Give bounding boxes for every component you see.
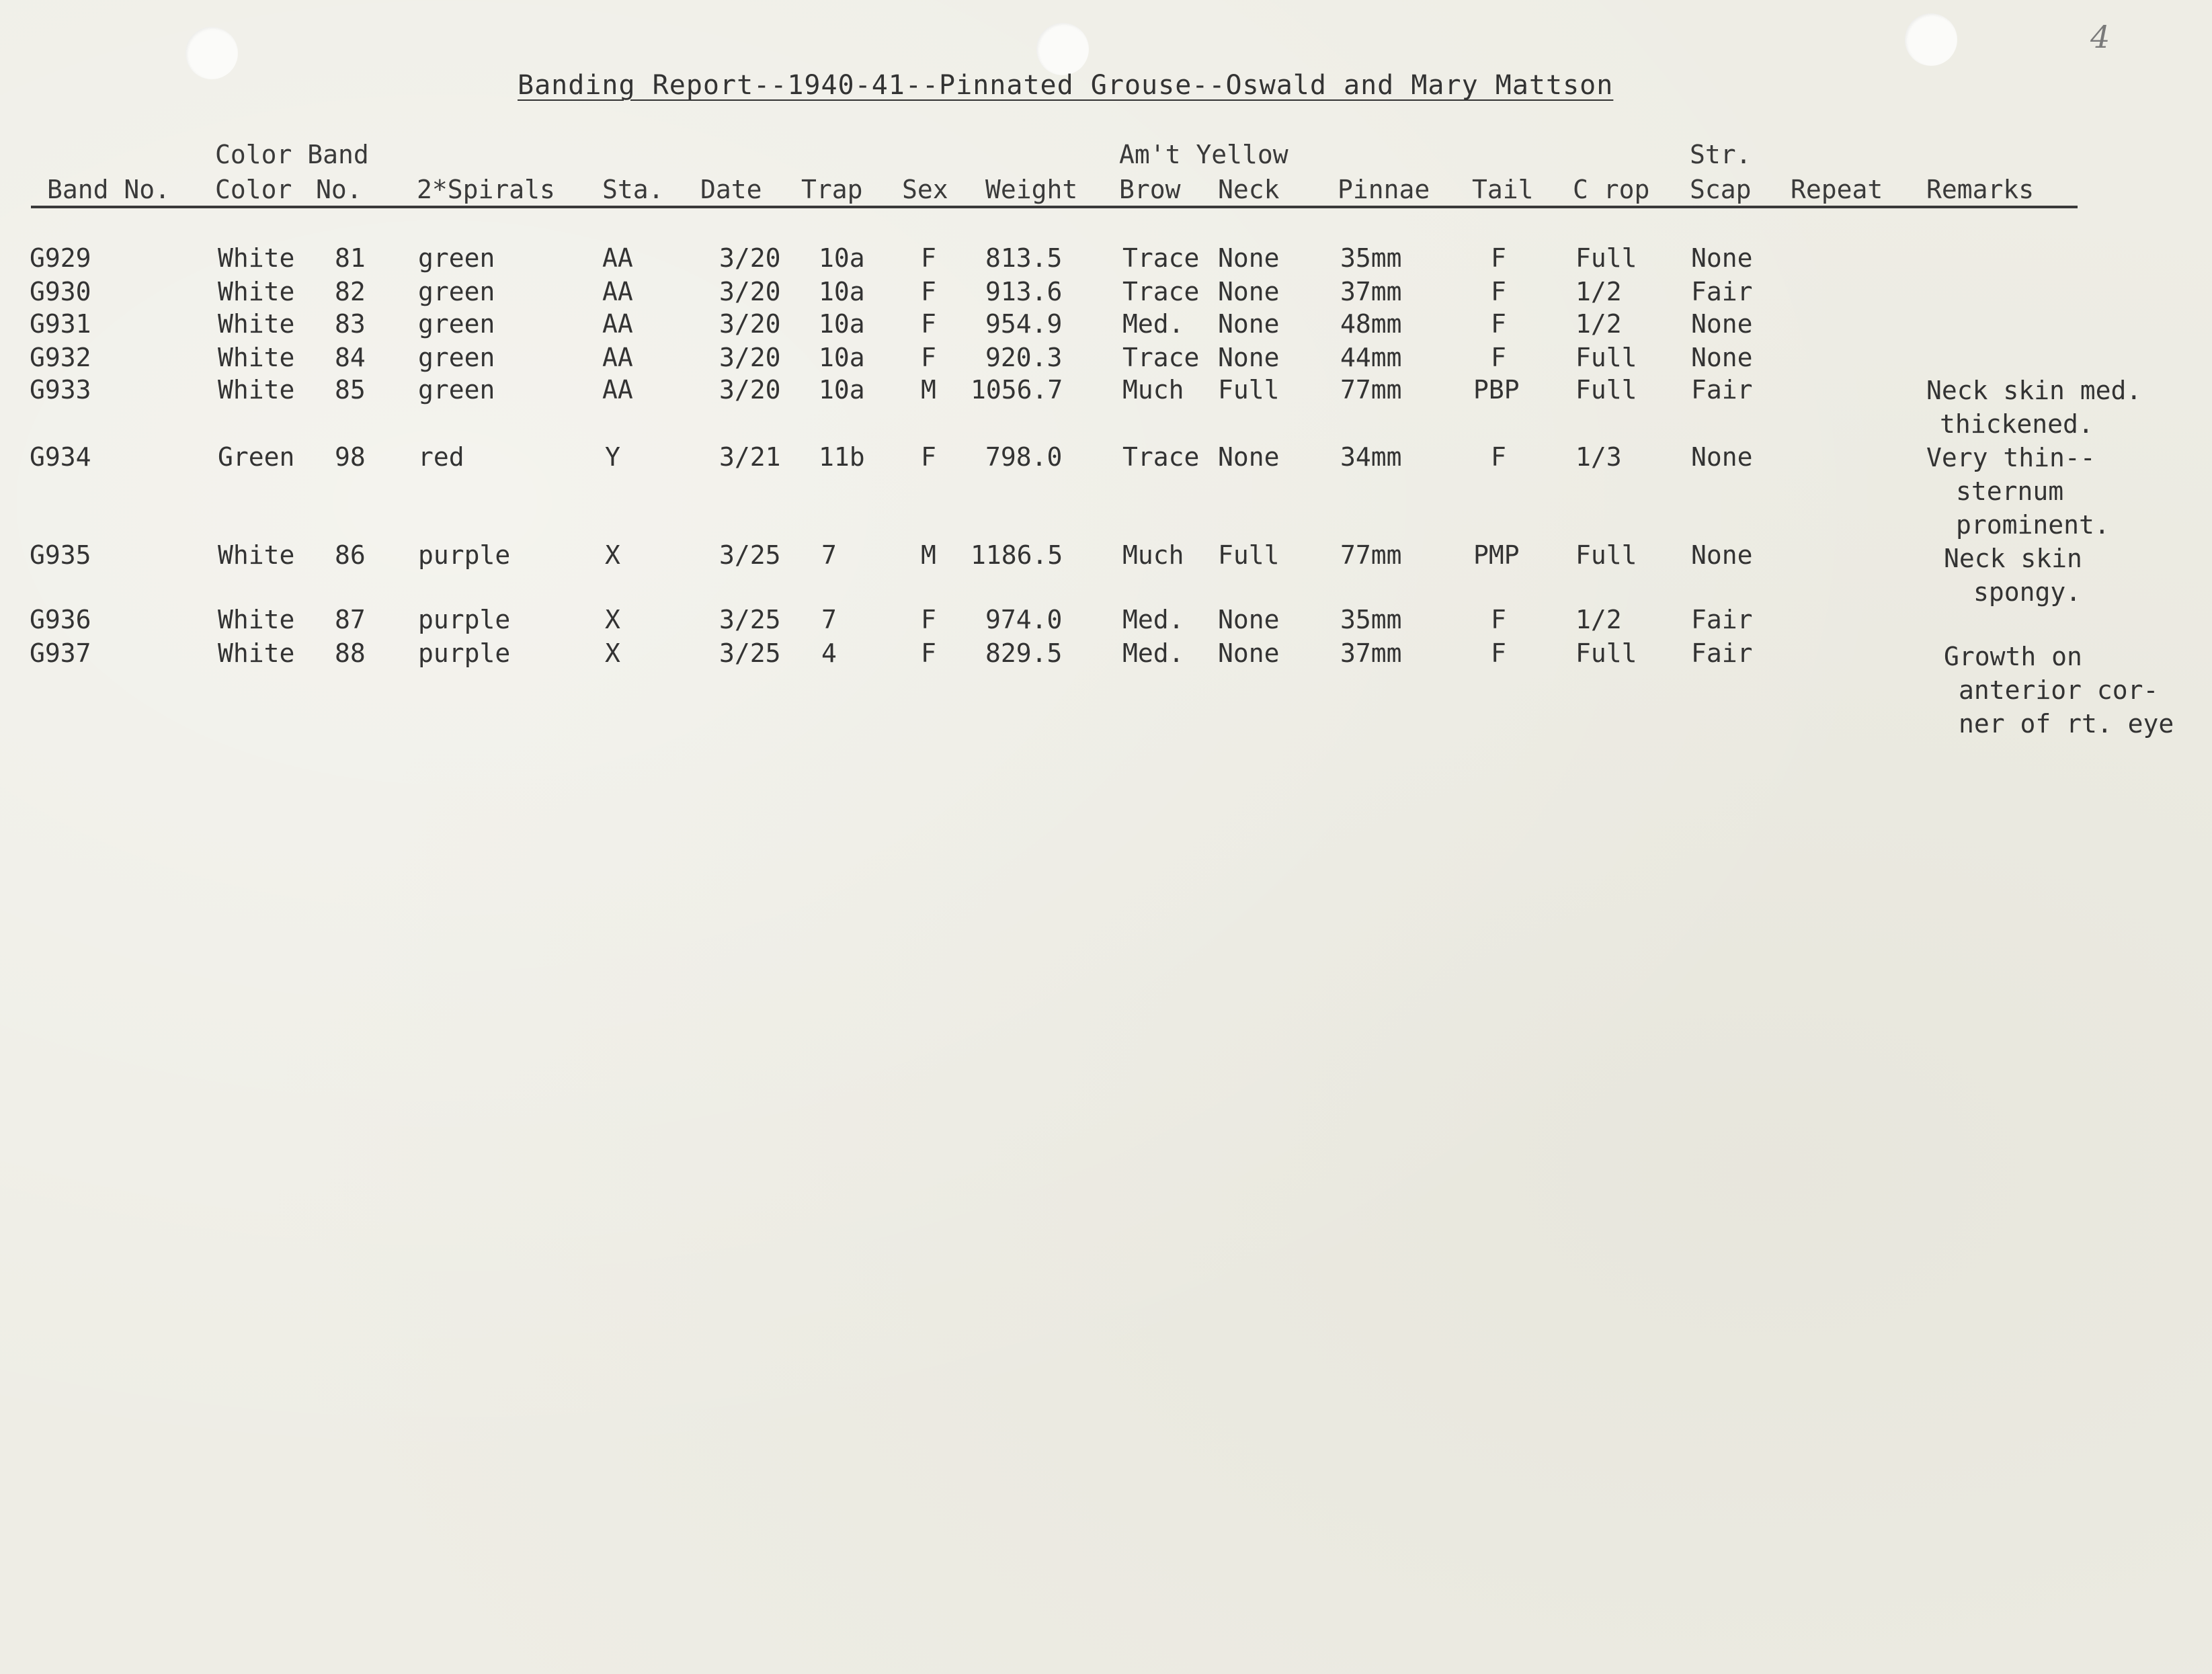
punch-hole-left bbox=[186, 27, 238, 79]
header-amt-yellow: Am't Yellow bbox=[1119, 140, 1288, 169]
cell-trap: 10a bbox=[819, 343, 865, 372]
header-brow: Brow bbox=[1119, 175, 1181, 204]
cell-band-no: G935 bbox=[30, 540, 91, 570]
cell-sta: X bbox=[605, 540, 620, 570]
cell-no: 86 bbox=[335, 540, 366, 570]
cell-spirals: green bbox=[418, 277, 495, 306]
header-sex: Sex bbox=[902, 175, 948, 204]
header-scap: Scap bbox=[1690, 175, 1752, 204]
page-number: 4 bbox=[2090, 19, 2111, 55]
cell-tail: F bbox=[1491, 442, 1506, 472]
remark-line: anterior cor- bbox=[1959, 675, 2159, 705]
cell-brow: Much bbox=[1122, 375, 1184, 405]
header-remarks: Remarks bbox=[1926, 175, 2035, 204]
cell-sta: X bbox=[605, 605, 620, 634]
cell-weight: 974.0 bbox=[985, 605, 1063, 634]
remark-line: sternum bbox=[1956, 476, 2064, 506]
cell-crop: Full bbox=[1575, 638, 1637, 668]
cell-color: White bbox=[218, 309, 295, 339]
cell-neck: None bbox=[1218, 309, 1280, 339]
header-sta: Sta. bbox=[602, 175, 664, 204]
cell-date: 3/20 bbox=[719, 309, 781, 339]
cell-scap: Fair bbox=[1691, 375, 1753, 405]
cell-spirals: purple bbox=[418, 540, 511, 570]
cell-scap: None bbox=[1691, 540, 1753, 570]
cell-brow: Much bbox=[1122, 540, 1184, 570]
cell-sex: F bbox=[921, 605, 936, 634]
cell-sta: X bbox=[605, 638, 620, 668]
cell-trap: 7 bbox=[821, 540, 837, 570]
cell-pinnae: 35mm bbox=[1340, 605, 1402, 634]
cell-neck: None bbox=[1218, 638, 1280, 668]
cell-weight: 829.5 bbox=[985, 638, 1063, 668]
cell-no: 84 bbox=[335, 343, 366, 372]
header-str: Str. bbox=[1690, 140, 1752, 169]
header-no: No. bbox=[316, 175, 362, 204]
cell-scap: None bbox=[1691, 243, 1753, 273]
cell-scap: None bbox=[1691, 309, 1753, 339]
cell-crop: 1/2 bbox=[1575, 309, 1622, 339]
cell-weight: 798.0 bbox=[985, 442, 1063, 472]
cell-sta: AA bbox=[602, 343, 633, 372]
cell-crop: 1/2 bbox=[1575, 277, 1622, 306]
cell-scap: None bbox=[1691, 343, 1753, 372]
cell-neck: None bbox=[1218, 605, 1280, 634]
header-crop: C rop bbox=[1573, 175, 1650, 204]
cell-sex: M bbox=[921, 540, 936, 570]
cell-crop: 1/3 bbox=[1575, 442, 1622, 472]
cell-date: 3/20 bbox=[719, 243, 781, 273]
remark-line: thickened. bbox=[1940, 409, 2094, 439]
cell-date: 3/20 bbox=[719, 343, 781, 372]
cell-sex: F bbox=[921, 343, 936, 372]
cell-color: Green bbox=[218, 442, 295, 472]
cell-brow: Trace bbox=[1122, 442, 1200, 472]
cell-band-no: G932 bbox=[30, 343, 91, 372]
cell-band-no: G934 bbox=[30, 442, 91, 472]
cell-spirals: purple bbox=[418, 638, 511, 668]
cell-no: 81 bbox=[335, 243, 366, 273]
cell-weight: 813.5 bbox=[985, 243, 1063, 273]
cell-neck: None bbox=[1218, 343, 1280, 372]
cell-band-no: G931 bbox=[30, 309, 91, 339]
cell-pinnae: 37mm bbox=[1340, 277, 1402, 306]
remark-g937 bbox=[1944, 640, 2174, 741]
cell-color: White bbox=[218, 277, 295, 306]
remark-line: Growth on bbox=[1944, 642, 2082, 671]
cell-no: 88 bbox=[335, 638, 366, 668]
remark-line: Neck skin bbox=[1944, 544, 2082, 573]
punch-hole-center bbox=[1036, 23, 1089, 75]
cell-weight: 1056.7 bbox=[971, 375, 1063, 405]
cell-crop: Full bbox=[1575, 375, 1637, 405]
cell-pinnae: 77mm bbox=[1340, 540, 1402, 570]
remark-g935 bbox=[1944, 542, 2082, 609]
cell-brow: Med. bbox=[1122, 638, 1184, 668]
cell-crop: 1/2 bbox=[1575, 605, 1622, 634]
cell-band-no: G937 bbox=[30, 638, 91, 668]
cell-tail: F bbox=[1491, 638, 1506, 668]
header-date: Date bbox=[700, 175, 762, 204]
cell-date: 3/25 bbox=[719, 638, 781, 668]
cell-brow: Med. bbox=[1122, 605, 1184, 634]
cell-sta: AA bbox=[602, 375, 633, 405]
cell-brow: Trace bbox=[1122, 343, 1200, 372]
cell-trap: 7 bbox=[821, 605, 837, 634]
remark-line: spongy. bbox=[1973, 577, 2082, 607]
remark-line: ner of rt. eye bbox=[1959, 709, 2174, 739]
remark-g933 bbox=[1926, 374, 2141, 441]
cell-sta: AA bbox=[602, 309, 633, 339]
cell-tail: F bbox=[1491, 343, 1506, 372]
cell-tail: F bbox=[1491, 309, 1506, 339]
cell-sex: F bbox=[921, 309, 936, 339]
header-spirals: 2*Spirals bbox=[417, 175, 555, 204]
cell-crop: Full bbox=[1575, 343, 1637, 372]
cell-sta: Y bbox=[605, 442, 620, 472]
punch-hole-right bbox=[1905, 13, 1957, 66]
cell-crop: Full bbox=[1575, 540, 1637, 570]
cell-trap: 10a bbox=[819, 243, 865, 273]
cell-no: 82 bbox=[335, 277, 366, 306]
cell-no: 98 bbox=[335, 442, 366, 472]
cell-neck: None bbox=[1218, 442, 1280, 472]
cell-sta: AA bbox=[602, 277, 633, 306]
header-trap: Trap bbox=[801, 175, 863, 204]
cell-spirals: red bbox=[418, 442, 464, 472]
cell-color: White bbox=[218, 375, 295, 405]
cell-no: 85 bbox=[335, 375, 366, 405]
cell-tail: F bbox=[1491, 605, 1506, 634]
header-weight: Weight bbox=[985, 175, 1078, 204]
cell-no: 83 bbox=[335, 309, 366, 339]
cell-scap: Fair bbox=[1691, 638, 1753, 668]
cell-spirals: green bbox=[418, 309, 495, 339]
header-color: Color bbox=[215, 175, 292, 204]
header-repeat: Repeat bbox=[1791, 175, 1883, 204]
cell-pinnae: 77mm bbox=[1340, 375, 1402, 405]
cell-scap: None bbox=[1691, 442, 1753, 472]
cell-tail: PMP bbox=[1473, 540, 1520, 570]
cell-date: 3/20 bbox=[719, 375, 781, 405]
cell-sex: M bbox=[921, 375, 936, 405]
cell-spirals: green bbox=[418, 343, 495, 372]
cell-trap: 10a bbox=[819, 375, 865, 405]
cell-tail: F bbox=[1491, 243, 1506, 273]
cell-brow: Trace bbox=[1122, 277, 1200, 306]
cell-spirals: green bbox=[418, 375, 495, 405]
header-color-band: Color Band bbox=[215, 140, 369, 169]
cell-color: White bbox=[218, 638, 295, 668]
cell-neck: Full bbox=[1218, 540, 1280, 570]
cell-neck: None bbox=[1218, 243, 1280, 273]
cell-spirals: green bbox=[418, 243, 495, 273]
cell-band-no: G936 bbox=[30, 605, 91, 634]
header-neck: Neck bbox=[1218, 175, 1280, 204]
cell-color: White bbox=[218, 243, 295, 273]
header-band-no: Band No. bbox=[47, 175, 171, 204]
cell-date: 3/25 bbox=[719, 540, 781, 570]
cell-weight: 1186.5 bbox=[971, 540, 1063, 570]
cell-date: 3/20 bbox=[719, 277, 781, 306]
cell-pinnae: 48mm bbox=[1340, 309, 1402, 339]
cell-sex: F bbox=[921, 277, 936, 306]
cell-brow: Trace bbox=[1122, 243, 1200, 273]
cell-sex: F bbox=[921, 243, 936, 273]
cell-no: 87 bbox=[335, 605, 366, 634]
cell-band-no: G933 bbox=[30, 375, 91, 405]
cell-color: White bbox=[218, 605, 295, 634]
cell-pinnae: 37mm bbox=[1340, 638, 1402, 668]
cell-pinnae: 34mm bbox=[1340, 442, 1402, 472]
cell-pinnae: 44mm bbox=[1340, 343, 1402, 372]
remark-line: prominent. bbox=[1956, 510, 2110, 540]
cell-scap: Fair bbox=[1691, 277, 1753, 306]
remark-line: Very thin-- bbox=[1926, 443, 2096, 472]
cell-brow: Med. bbox=[1122, 309, 1184, 339]
remark-line: Neck skin med. bbox=[1926, 376, 2142, 405]
header-pinnae: Pinnae bbox=[1338, 175, 1430, 204]
cell-sex: F bbox=[921, 442, 936, 472]
report-title: Banding Report--1940-41--Pinnated Grouse--Oswald and Mary Mattson bbox=[518, 70, 1614, 101]
cell-date: 3/21 bbox=[719, 442, 781, 472]
cell-weight: 954.9 bbox=[985, 309, 1063, 339]
cell-tail: PBP bbox=[1473, 375, 1520, 405]
cell-band-no: G930 bbox=[30, 277, 91, 306]
cell-date: 3/25 bbox=[719, 605, 781, 634]
cell-weight: 913.6 bbox=[985, 277, 1063, 306]
cell-trap: 4 bbox=[821, 638, 837, 668]
cell-color: White bbox=[218, 343, 295, 372]
cell-sex: F bbox=[921, 638, 936, 668]
cell-neck: Full bbox=[1218, 375, 1280, 405]
cell-trap: 10a bbox=[819, 277, 865, 306]
cell-pinnae: 35mm bbox=[1340, 243, 1402, 273]
cell-scap: Fair bbox=[1691, 605, 1753, 634]
cell-color: White bbox=[218, 540, 295, 570]
remark-g934 bbox=[1926, 441, 2110, 542]
cell-band-no: G929 bbox=[30, 243, 91, 273]
cell-sta: AA bbox=[602, 243, 633, 273]
cell-spirals: purple bbox=[418, 605, 511, 634]
cell-crop: Full bbox=[1575, 243, 1637, 273]
header-rule bbox=[31, 206, 2078, 208]
cell-neck: None bbox=[1218, 277, 1280, 306]
cell-tail: F bbox=[1491, 277, 1506, 306]
cell-trap: 11b bbox=[819, 442, 865, 472]
header-tail: Tail bbox=[1472, 175, 1534, 204]
cell-weight: 920.3 bbox=[985, 343, 1063, 372]
cell-trap: 10a bbox=[819, 309, 865, 339]
